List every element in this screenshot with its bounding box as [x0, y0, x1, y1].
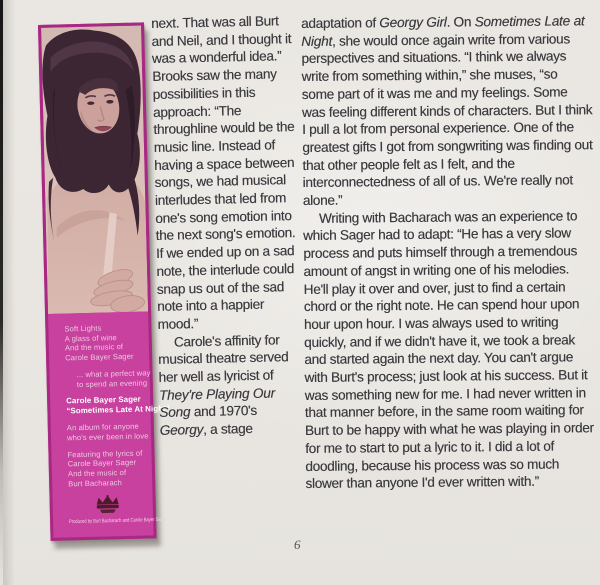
- article-paragraph: Writing with Bacharach was an experience to which Sager had to adapt: “He has a very slow process and puts himself through a tremendous amount of angst in writing one of his melodies. He'll play it over and over, just to find a certain chord or the right note. He can spend hour upon hour upon hour. I was always used to writing quickly, and if we didn't have it, we took a break and started again the next day. You can't argue with Burt's process; just look at his success. But it was something new for me. I had never written in that manner before, in the same room waiting for Burt to be happy with what he was playing in order for me to start to put a lyric to it. I did a lot of doodling, because his process was so much slower than anyone I'd ever written with.”: [303, 208, 594, 492]
- ad-text-line: Featuring the lyrics of: [67, 448, 143, 460]
- ad-text-line: Carole Bayer Sager: [66, 394, 141, 406]
- ad-text-line: Carole Bayer Sager: [65, 351, 134, 363]
- ad-text-line: And the music of: [64, 342, 124, 353]
- boardwalk-records-crown-icon: [93, 495, 123, 516]
- article-paragraph: adaptation of Georgy Girl. On Sometimes Late at Night, she would once again write from various perspectives and situations. “I think we always write from something within,” she muses, “so some part of it was me and my feelings. Some was feeling different kinds of characters. But I think I pull a lot from personal experience. One of the greatest gifts I got from songwriting was finding out that other people felt as I felt, and the interconnectedness of all of us. We're really not alone.”: [301, 13, 593, 209]
- carole-bayer-sager-portrait-photo: [41, 25, 148, 313]
- ad-album-title: [66, 394, 171, 417]
- ad-text-line: Carole Bayer Sager: [67, 458, 137, 469]
- ad-producer-credit: Produced by Burt Bacharach and Carole Bayer Sager: [69, 517, 167, 526]
- article-column-right: [301, 12, 597, 493]
- article-paragraph: Carole's affinity for musical theatre served her well as lyricist of They're Playing Our Song and 1970's Georgy, a stage: [158, 332, 289, 439]
- article-column-middle: [151, 12, 307, 440]
- ad-text-line: “Sometimes Late At Night”: [66, 404, 171, 416]
- ad-text-line: An album for anyone: [66, 421, 139, 433]
- ad-text-line: ... what a perfect way: [76, 368, 151, 379]
- ad-album-tagline: [67, 422, 147, 443]
- ad-tagline: [64, 322, 145, 363]
- ad-text-panel: [48, 311, 171, 531]
- ad-text-line: Burt Bacharach: [68, 477, 123, 489]
- ad-text-line: A glass of wine: [64, 332, 117, 344]
- scan-edge-shadow: [3, 0, 15, 585]
- ad-credits: [67, 448, 148, 489]
- album-ad-card: [38, 22, 171, 540]
- ad-text-line: Soft Lights: [64, 323, 102, 334]
- ad-text-line: And the music of: [67, 468, 127, 479]
- ad-perfect-evening-line: [76, 368, 151, 389]
- article-paragraph: next. That was all Burt and Neil, and I thought it was a wonderful idea.” Brooks saw the many possibilities in this approach: “The throughline would be the music line. Instead of having a space between songs, we had musical interludes that led from one's song emotion into the next song's emotion. If we ended up on a sad note, the interlude could snap us out of the sad note into a happier mood.”: [151, 13, 296, 332]
- ad-text-line: who's ever been in love: [66, 431, 149, 443]
- ad-text-line: to spend an evening: [76, 377, 148, 389]
- page-number: 6: [294, 537, 301, 552]
